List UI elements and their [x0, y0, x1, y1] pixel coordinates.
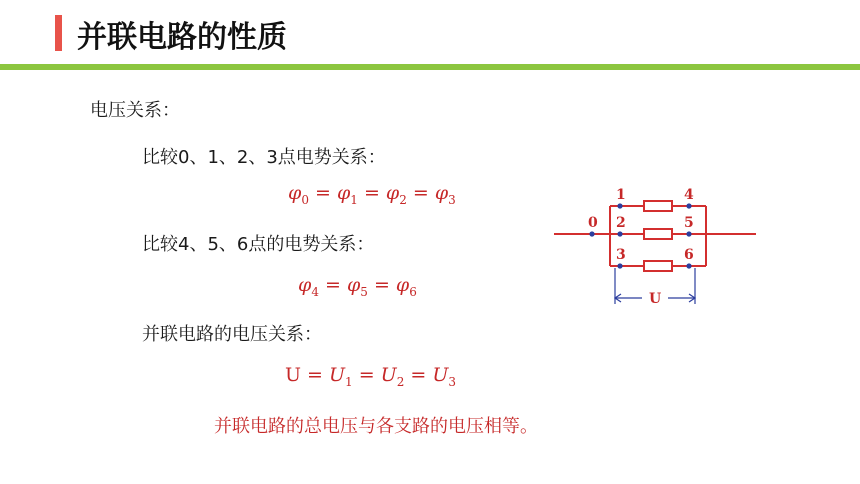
node-2 — [617, 231, 622, 236]
phi: φ — [346, 274, 361, 296]
phi: φ — [336, 182, 351, 204]
node-label-1: 1 — [616, 187, 626, 203]
formula-voltage: $U = U_1 = U_2 = U_3$ — [285, 364, 456, 389]
title-mark — [55, 15, 62, 51]
node-6 — [686, 263, 691, 268]
compare-456-label: 比较4、5、6点的电势关系： — [142, 234, 375, 255]
resistor-2 — [644, 229, 672, 239]
total-voltage: U — [285, 364, 302, 386]
node-label-5: 5 — [684, 215, 694, 231]
node-0 — [589, 231, 594, 236]
node-1 — [617, 203, 622, 208]
node-label-2: 2 — [616, 215, 626, 231]
section-label-voltage: 电压关系： — [90, 100, 180, 121]
voltage: U — [380, 364, 397, 386]
formula-phi-0123: $\varphi_0 = \varphi_1 = \varphi_2 = \varphi_3$ — [288, 182, 456, 207]
node-5 — [686, 231, 691, 236]
resistor-3 — [644, 261, 672, 271]
parallel-voltage-label: 并联电路的电压关系： — [142, 324, 322, 345]
voltage: U — [329, 364, 346, 386]
resistor-1 — [644, 201, 672, 211]
node-3 — [617, 263, 622, 268]
conclusion-text: 并联电路的总电压与各支路的电压相等。 — [214, 416, 538, 437]
phi: φ — [395, 274, 410, 296]
formula-phi-456: $\varphi_4 = \varphi_5 = \varphi_6$ — [298, 274, 417, 299]
title-underline — [0, 64, 860, 70]
voltage-label: U — [649, 291, 662, 307]
node-label-3: 3 — [616, 247, 626, 263]
compare-0123-label: 比较0、1、2、3点电势关系： — [142, 147, 386, 168]
phi: φ — [434, 182, 449, 204]
phi: φ — [288, 182, 302, 204]
node-label-6: 6 — [684, 247, 694, 263]
circuit-nodes — [589, 203, 691, 268]
voltage: U — [432, 364, 449, 386]
node-label-0: 0 — [588, 215, 598, 231]
phi: φ — [298, 274, 312, 296]
page-title: 并联电路的性质 — [77, 20, 287, 55]
node-label-4: 4 — [684, 187, 694, 203]
parallel-circuit-diagram — [550, 182, 760, 312]
node-4 — [686, 203, 691, 208]
phi: φ — [385, 182, 400, 204]
